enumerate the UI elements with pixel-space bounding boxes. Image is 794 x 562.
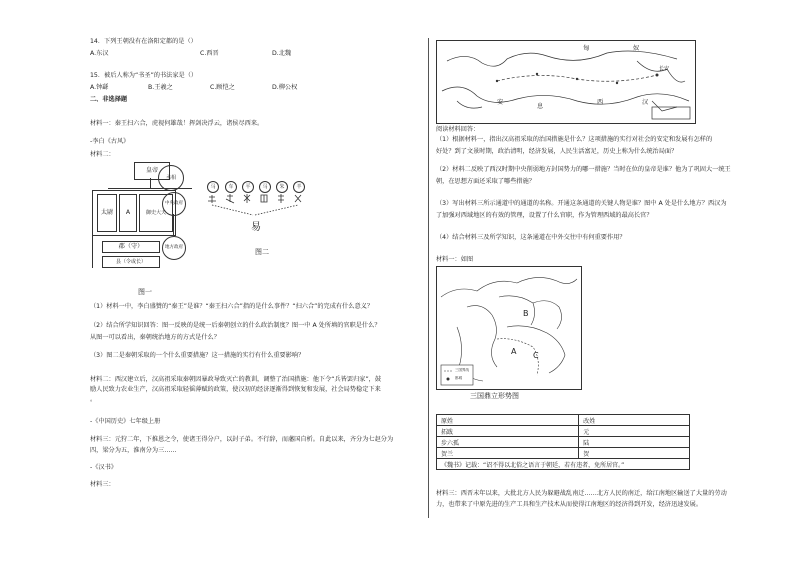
- section-heading: 二、非选择题: [90, 96, 128, 103]
- material-2-text-label: 材料二：: [90, 376, 115, 383]
- official-a-box: A: [119, 194, 137, 232]
- connector: [108, 188, 192, 189]
- map-label: 奴: [633, 45, 640, 52]
- figure-1-caption: 图一: [138, 288, 152, 296]
- map-label: 息: [537, 103, 544, 110]
- table-cell: 拓跋: [437, 426, 579, 437]
- material-1-text: [90, 120, 263, 128]
- connector: [173, 214, 174, 236]
- material-1-content: 秦王扫六合，虎视何雄哉！挥剑决浮云，诸侯尽西来。: [114, 120, 264, 127]
- chancellor-circle: 丞相: [158, 165, 184, 191]
- material-2-source: -《中国历史》七年级上册: [90, 418, 161, 425]
- taiwei-box: 太尉: [97, 194, 117, 232]
- q15-option-d: D.柳公权: [272, 84, 298, 91]
- surname-table: [436, 414, 690, 470]
- material-1-label: 材料一：: [90, 120, 115, 127]
- question-14: 14．下列王朝没有在洛阳定都的是（）: [90, 38, 197, 45]
- map-label: 安: [497, 99, 504, 106]
- unified-glyph: 易: [251, 222, 261, 233]
- yushi-box: 御史大夫: [139, 194, 173, 232]
- table-header: 原姓: [437, 415, 579, 426]
- map-label: 汉: [642, 99, 649, 106]
- table-cell: 贺兰: [437, 448, 579, 459]
- table-row: [437, 437, 690, 448]
- material-2-line-a: 西汉建立后，汉高祖采取秦朝因暴政导致灭亡的教训，调整了治国措施：他下令“兵皆罢归家”，鼓: [114, 376, 382, 383]
- right-q2b: 朝，在思想方面还采取了哪些措施？: [436, 178, 535, 185]
- question-1: （1）材料一中，李白盛赞的“秦王”是谁？“秦王扫六合”指的是什么事件？“扫六合”的完成有什么意义？: [90, 303, 374, 310]
- q14-option-d: D.北魏: [272, 50, 292, 57]
- right-q3b: 了加强对西域地区的有效的管理，设置了什么官职，作为管理西域的最高长官？: [436, 212, 653, 219]
- legend-capital: 都城: [455, 376, 462, 380]
- material-3-right-a: 材料三：西晋末年以来，大批北方人民为躲避战乱南迁……北方人民的南迁，给江南地区输送了大量的劳动: [436, 490, 727, 497]
- q14-option-a: A.东汉: [90, 50, 109, 57]
- table-cell: 贺: [579, 448, 690, 459]
- material-2-label: 材料二：: [90, 151, 115, 158]
- material-1-map-label: 材料一：如图: [436, 256, 474, 263]
- table-cell: 步六孤: [437, 437, 579, 448]
- q15-option-b: B.王羲之: [148, 84, 173, 91]
- material-3-source: -《汉书》: [90, 464, 117, 471]
- script-circle: 羊: [293, 181, 305, 193]
- q15-option-c: C.顾恺之: [210, 84, 235, 91]
- script-circle: 朱: [276, 181, 288, 193]
- material-3-line-a: 元狩二年，下推恩之令，使诸王得分户，以封子弟。不行辞，而藩国自析。自此以来，齐分为七赵分为: [114, 436, 394, 443]
- connector: [150, 178, 151, 188]
- right-intro: 阅读材料回答：: [436, 126, 480, 133]
- script-circle: 马: [259, 181, 271, 193]
- material-2-line-c: 。: [90, 396, 97, 403]
- table-cell: 陆: [579, 437, 690, 448]
- three-kingdoms-map: [436, 266, 582, 390]
- commandery-box: 郡（守）: [102, 241, 160, 253]
- right-q1b: 好处？到了文景时期，政治清明，经济发展，人民生活富足，历史上称为什么统治局面？: [436, 148, 678, 155]
- material-2-text: [90, 376, 381, 384]
- question-15: 15．被后人称为“书圣”的书法家是（）: [90, 72, 198, 79]
- material-3-right-b: 力，也带来了中原先进的生产工具和生产技术从而使得江南地区的经济得到开发，经济迅速发展。: [436, 501, 703, 508]
- material-3-line-b: 四，梁分为五，淮南分为三……: [90, 447, 177, 454]
- right-q2a: （2）材料二反映了西汉时期中央削弱地方封国势力的哪一措施？当时在位的皇帝是谁？他为了巩固大一统王: [436, 166, 731, 173]
- map2-caption: 三国鼎立形势图: [470, 392, 519, 400]
- legend-border: 三国界线: [455, 368, 469, 372]
- script-variants: [205, 193, 305, 219]
- question-2b: 从图一可以看出，秦朝统治地方的方式是什么？: [90, 334, 220, 341]
- question-2a: （2）结合所学知识回答：图一反映的是统一后秦朝创立的什么政治制度？图一中 A 处所填的官职是什么？: [90, 322, 381, 329]
- map-label: 长安: [659, 66, 670, 72]
- q15-option-a: A.钟繇: [90, 84, 109, 91]
- material-4-label: 材料三：: [90, 481, 115, 488]
- table-row: [437, 448, 690, 459]
- q14-option-c: C.西晋: [200, 50, 219, 57]
- material-3-label: 材料三：: [90, 436, 115, 443]
- table-cell: 元: [579, 426, 690, 437]
- right-q3a: （3）写出材料三所示通道中的通道的名称。开通这条通道的关键人物是谁？图中 A 处是什么地方？西汉为: [436, 200, 727, 207]
- script-circle: 马: [207, 181, 219, 193]
- table-header-row: [437, 415, 690, 426]
- table-header: 改姓: [579, 415, 690, 426]
- column-divider: [428, 38, 429, 518]
- connector: [92, 236, 93, 268]
- table-row: [437, 426, 690, 437]
- question-3: （3）图二是秦朝采取的一个什么重要措施？这一措施的实行有什么重要影响？: [90, 352, 305, 359]
- map-letter-a: A: [511, 347, 517, 356]
- map-label: 匈: [583, 45, 590, 52]
- county-box: 县（令或长）: [102, 256, 160, 268]
- silk-road-map-drawing: [437, 41, 695, 123]
- local-gov-circle: 地方政府: [162, 236, 186, 260]
- script-circle: 平: [242, 181, 254, 193]
- script-circle: 车: [225, 181, 237, 193]
- table-row: [437, 459, 690, 470]
- central-gov-circle: 中央政府: [162, 192, 186, 216]
- material-2-line-b: 励人民致力农业生产，汉高祖采取轻徭薄赋的政策，使汉初的经济逐渐得到恢复和发展，社会局势稳定下来: [90, 386, 381, 393]
- right-q1a: （1）根据材料一，指出汉高祖采取的治国措施是什么？这项措施的实行对社会的安定和发展有怎样的: [436, 136, 713, 143]
- emperor-box: 皇帝: [134, 162, 170, 180]
- map-letter-b: B: [523, 309, 529, 318]
- table-note: 《魏书》记载：“诏不得以北俗之语言于朝廷，若有违者，免所居官。”: [437, 459, 690, 470]
- material-3-text: [90, 436, 393, 444]
- right-q4: （4）结合材料三及所学知识，这条通道在中外交往中有何重要作用？: [436, 234, 626, 241]
- map-label: 西: [597, 99, 604, 106]
- material-1-source: -李白《古风》: [90, 138, 130, 145]
- silk-road-map: [436, 40, 696, 124]
- map-letter-c: C: [533, 351, 539, 360]
- figure-2-caption: 图二: [255, 248, 269, 256]
